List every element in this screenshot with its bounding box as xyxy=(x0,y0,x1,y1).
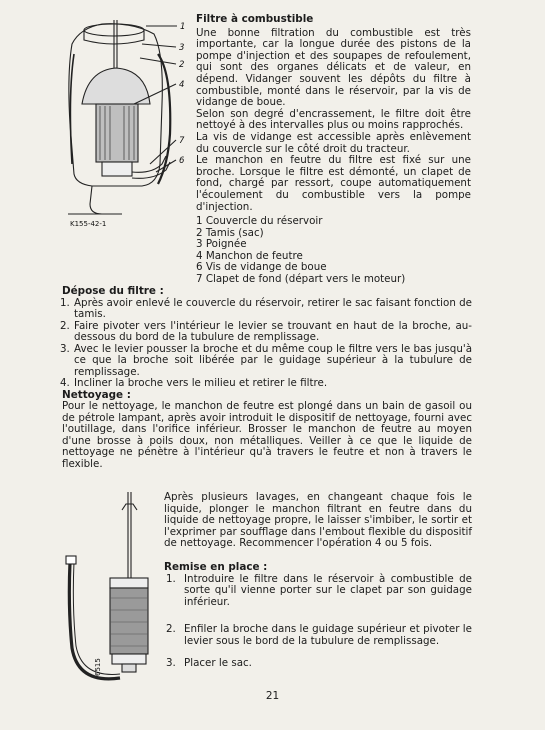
callout-3: 3 xyxy=(179,43,185,53)
callout-2: 2 xyxy=(179,60,185,70)
figure-legend xyxy=(196,216,471,286)
intro-paragraph: La vis de vidange est accessible après enlèvement du couvercle sur le côté droit du tracteur. xyxy=(196,130,471,155)
lavages-section xyxy=(164,492,472,550)
step-text: Après avoir enlevé le couvercle du réservoir, retirer le sac faisant fonction de tamis. xyxy=(74,296,473,320)
step-item xyxy=(62,378,472,390)
remise-section xyxy=(164,562,472,669)
step-number: 3. xyxy=(166,656,176,669)
intro-paragraph: Le manchon en feutre du filtre est fixé sur une broche. Lorsque le filtre est démonté, un clapet de fond, chargé par ressort, coupe automatiquement l'écoulement du combustible vers la pompe d'injection. xyxy=(196,154,471,213)
remise-heading: Remise en place : xyxy=(164,561,268,573)
intro-column xyxy=(196,14,471,286)
nettoyage-text: Pour le nettoyage, le manchon de feutre est plongé dans un bain de gasoil ou de pétrole lampant, après avoir introduit le dispositif de nettoyage, fourni avec l'outillage, dans l'orifice inférieur. Brosser le manchon de feutre au moyen d'une brosse à poils doux, non métalliques. Veiller à ce que le liquide de nettoyage ne pénètre à l'intérieur qu'à travers le feutre et non à travers le flexible. xyxy=(62,400,472,470)
step-number: 4. xyxy=(60,377,70,389)
page-number: 21 xyxy=(265,690,280,702)
lavages-text: Après plusieurs lavages, en changeant chaque fois le liquide, plonger le manchon filtrant en feutre dans du liquide de nettoyage propre, le laisser s'imbiber, le sortir et l'exprimer par soufflage dans l'embout flexible du dispositif de nettoyage. Recommencer l'opération 4 ou 5 fois. xyxy=(164,491,472,550)
step-number: 1. xyxy=(60,296,70,309)
intro-paragraph: Selon son degré d'encrassement, le filtre doit être nettoyé à des intervalles plus ou moins rapprochés. xyxy=(196,107,471,132)
step-item xyxy=(62,344,472,379)
section-title: Filtre à combustible xyxy=(196,13,314,25)
step-item xyxy=(164,658,472,670)
figure2-code: 6515 xyxy=(94,658,102,676)
step-item xyxy=(164,624,472,647)
callout-6: 6 xyxy=(179,156,185,166)
depose-heading: Dépose du filtre : xyxy=(62,285,164,297)
nettoyage-heading: Nettoyage : xyxy=(62,388,131,401)
legend-item: 7 Clapet de fond (départ vers le moteur) xyxy=(196,273,406,286)
legend-item: 3 Poignée xyxy=(196,238,247,251)
legend-item: 2 Tamis (sac) xyxy=(196,226,264,239)
intro-paragraph: Une bonne filtration du combustible est très importante, car la longue durée des pistons de la pompe d'injection et des soupapes de refoulement, qui sont des organes délicats et de valeur, en dépend. Vidanger souvent les dépôts du filtre à combustible, monté dans le réservoir, par la vis de vidange de boue. xyxy=(196,26,471,109)
figure-code: K155-42-1 xyxy=(70,220,107,228)
callout-1: 1 xyxy=(180,22,186,32)
legend-item: 1 Couvercle du réservoir xyxy=(196,215,323,228)
step-text: Faire pivoter vers l'intérieur le levier se trouvant en haut de la broche, au-dessous du bord de la tubulure de remplissage. xyxy=(74,319,472,343)
cleaning-device-figure xyxy=(60,488,164,688)
legend-item: 6 Vis de vidange de boue xyxy=(196,261,327,274)
depose-steps xyxy=(62,298,472,390)
legend-item: 4 Manchon de feutre xyxy=(196,249,303,262)
callout-7: 7 xyxy=(179,136,185,146)
step-text: Placer le sac. xyxy=(184,656,252,669)
step-text: Incliner la broche vers le milieu et retirer le filtre. xyxy=(74,377,328,389)
step-number: 1. xyxy=(166,572,176,585)
step-item xyxy=(164,574,472,609)
depose-section xyxy=(62,286,472,470)
step-text: Introduire le filtre dans le réservoir à combustible de sorte qu'il vienne porter sur le clapet par son guidage inférieur. xyxy=(184,572,472,608)
step-text: Enfiler la broche dans le guidage supérieur et pivoter le levier sous le bord de la tubulure de remplissage. xyxy=(184,623,472,647)
callout-4: 4 xyxy=(179,80,185,90)
step-item xyxy=(62,298,472,321)
step-text: Avec le levier pousser la broche et du même coup le filtre vers le bas jusqu'à ce que la broche soit libérée par le guidage supérieur à la tubulure de remplissage. xyxy=(74,342,472,378)
step-item xyxy=(62,321,472,344)
fuel-filter-figure xyxy=(62,14,196,236)
step-number: 2. xyxy=(60,319,70,332)
remise-steps xyxy=(164,574,472,670)
step-number: 2. xyxy=(166,623,176,636)
step-number: 3. xyxy=(60,342,70,355)
